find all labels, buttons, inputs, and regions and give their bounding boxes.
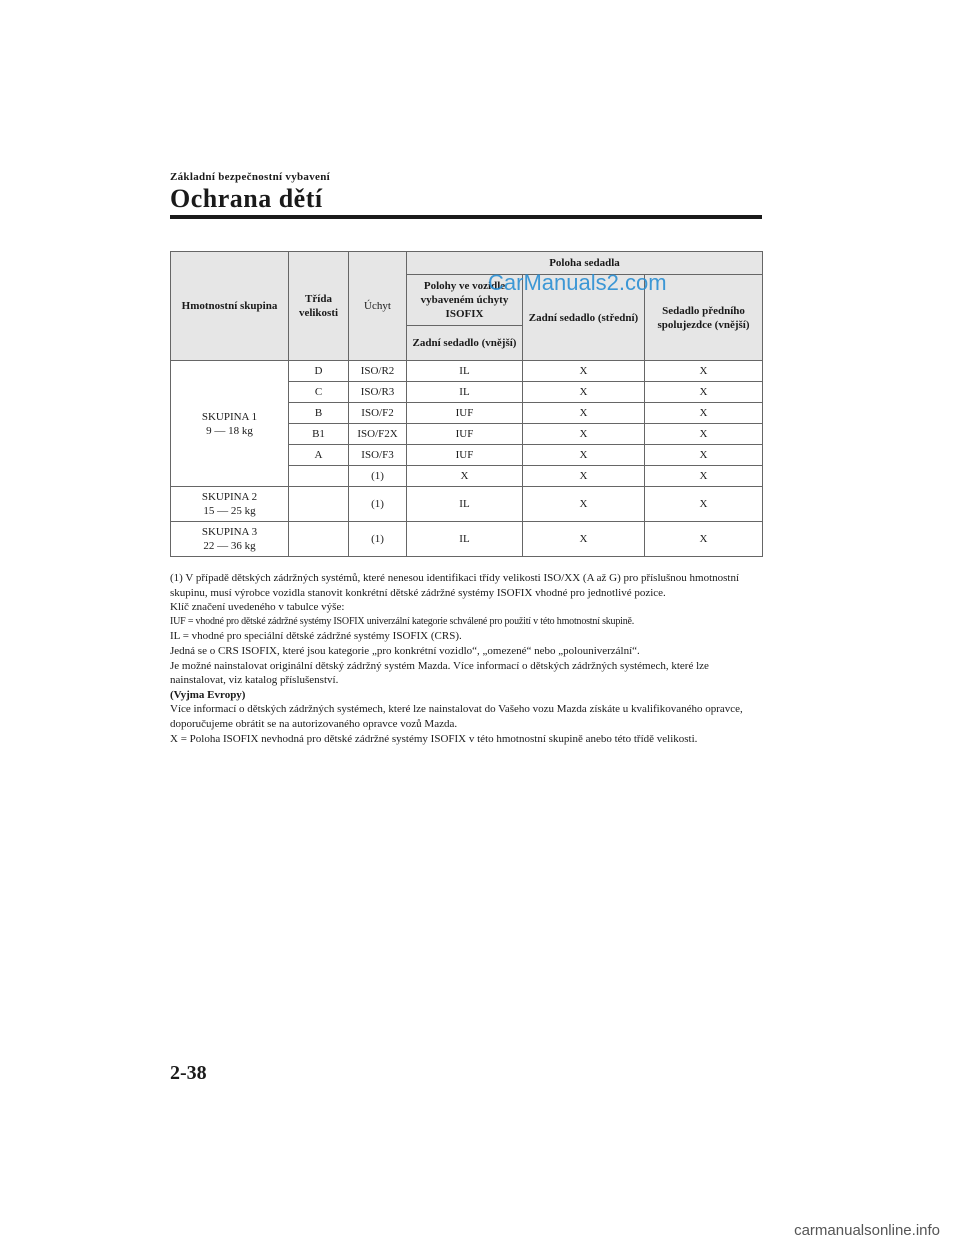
size-cell: B1 [289, 424, 349, 445]
rear-outer-cell: IUF [407, 424, 523, 445]
note-except-europe: (Vyjma Evropy) [170, 688, 246, 701]
section-label: Základní bezpečnostní vybavení [170, 171, 330, 183]
note-repairer: Více informací o dětských zádržných systémech, které lze nainstalovat do Vašeho vozu Mazda získáte u kvalifikovaného opravce, doporučujeme obrátit se na autorizovaného opravce vozů Mazda. [170, 703, 743, 730]
note-crs-category: Jedná se o CRS ISOFIX, které jsou kategorie „pro konkrétní vozidlo“, „omezené“ nebo „polouniverzální“. [170, 644, 640, 657]
fixture-cell: ISO/R2 [349, 361, 407, 382]
group-name: SKUPINA 3 [201, 526, 258, 538]
fixture-cell: (1) [349, 466, 407, 487]
rear-outer-cell: IL [407, 361, 523, 382]
size-cell [289, 466, 349, 487]
rear-center-cell: X [523, 522, 645, 557]
table-notes [170, 571, 762, 746]
rear-center-cell: X [523, 382, 645, 403]
fixture-cell: ISO/F2 [349, 403, 407, 424]
fixture-cell: ISO/F2X [349, 424, 407, 445]
front-cell: X [645, 424, 763, 445]
size-cell: D [289, 361, 349, 382]
header-seat-position: Poloha sedadla [407, 252, 763, 275]
front-cell: X [645, 382, 763, 403]
fixture-cell: ISO/R3 [349, 382, 407, 403]
header-fixture: Úchyt [349, 252, 407, 361]
size-cell [289, 522, 349, 557]
rear-outer-cell: IL [407, 487, 523, 522]
front-cell: X [645, 445, 763, 466]
watermark-logo: CarManuals2.com [488, 270, 667, 295]
fixture-cell: (1) [349, 522, 407, 557]
header-weight-group: Hmotnostní skupina [171, 252, 289, 361]
page-number: 2-38 [170, 1062, 207, 1084]
rear-center-cell: X [523, 466, 645, 487]
group-cell [171, 522, 289, 557]
note-mazda-original: Je možné nainstalovat originální dětský zádržný systém Mazda. Více informací o dětských zádržných systémech, které lze nainstalovat, viz katalog příslušenství. [170, 659, 709, 687]
header-rear-outer: Zadní sedadlo (vnější) [407, 326, 523, 361]
group-range: 22 — 36 kg [203, 540, 256, 552]
front-cell: X [645, 403, 763, 424]
rear-center-cell: X [523, 403, 645, 424]
group-name: SKUPINA 2 [201, 491, 258, 503]
rear-center-cell: X [523, 361, 645, 382]
table-row [171, 361, 763, 382]
size-cell [289, 487, 349, 522]
table-row [171, 522, 763, 557]
size-cell: B [289, 403, 349, 424]
rear-outer-cell: IUF [407, 445, 523, 466]
front-cell: X [645, 361, 763, 382]
header-vehicle-positions: Polohy ve vozidle vybaveném úchyty ISOFIX [407, 275, 523, 326]
group-range: 15 — 25 kg [203, 505, 256, 517]
group-cell [171, 487, 289, 522]
page-title: Ochrana dětí [170, 184, 323, 213]
size-cell: A [289, 445, 349, 466]
rear-outer-cell: X [407, 466, 523, 487]
note-footnote-1: (1) V případě dětských zádržných systémů, které nenesou identifikaci třídy velikosti ISO/XX (A až G) pro příslušnou hmotnostní skupinu, musí výrobce vozidla stanovit konkrétní dětské zádržné systémy ISOFIX vhodné pro jednotlivé pozice. [170, 572, 740, 599]
note-legend-intro: Klíč značení uvedeného v tabulce výše: [170, 601, 345, 614]
note-il: IL = vhodné pro speciální dětské zádržné systémy ISOFIX (CRS). [170, 630, 462, 643]
fixture-cell: ISO/F3 [349, 445, 407, 466]
header-rear-center: Zadní sedadlo (střední) [523, 275, 645, 361]
rear-center-cell: X [523, 487, 645, 522]
fixture-cell: (1) [349, 487, 407, 522]
group-cell [171, 361, 289, 487]
note-x-meaning: X = Poloha ISOFIX nevhodná pro dětské zádržné systémy ISOFIX v této hmotnostní skupině anebo této třídě velikosti. [170, 732, 698, 745]
isofix-table-container [170, 251, 762, 557]
isofix-table [170, 251, 763, 557]
group-range: 9 — 18 kg [206, 424, 253, 437]
rear-center-cell: X [523, 445, 645, 466]
front-cell: X [645, 487, 763, 522]
front-cell: X [645, 522, 763, 557]
front-cell: X [645, 466, 763, 487]
title-divider [170, 215, 762, 219]
rear-center-cell: X [523, 424, 645, 445]
note-iuf: IUF = vhodné pro dětské zádržné systémy ISOFIX univerzální kategorie schválené pro použití v této hmotnostní skupině. [170, 615, 635, 627]
size-cell: C [289, 382, 349, 403]
rear-outer-cell: IL [407, 382, 523, 403]
header-size-class: Třída velikosti [289, 252, 349, 361]
table-row [171, 487, 763, 522]
group-name: SKUPINA 1 [201, 410, 258, 423]
footer-site: carmanualsonline.info [794, 1222, 940, 1239]
rear-outer-cell: IUF [407, 403, 523, 424]
rear-outer-cell: IL [407, 522, 523, 557]
header-front-passenger: Sedadlo předního spolujezdce (vnější) [645, 275, 763, 361]
